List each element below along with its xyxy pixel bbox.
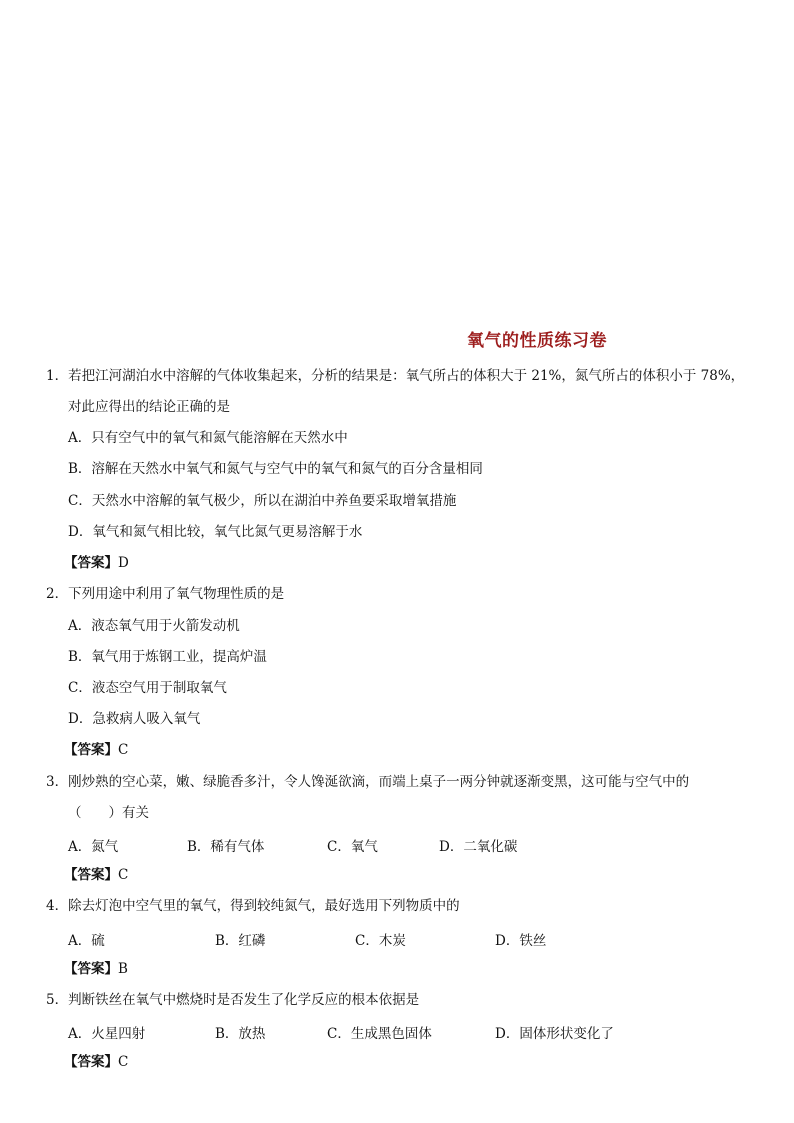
question-number: 3． [46,774,69,790]
question-3-option-d: D．二氧化碳 [439,839,518,855]
question-5-answer [64,1053,128,1071]
answer-label: 【答案】 [64,742,118,758]
question-2-option-c: C．液态空气用于制取氧气 [68,680,227,696]
question-3-stem-cont: （ ）有关 [68,805,149,821]
question-1-option-b: B．溶解在天然水中氧气和氮气与空气中的氧气和氮气的百分含量相同 [68,461,483,477]
question-2-option-d: D．急救病人吸入氧气 [68,711,201,727]
question-4-option-b: B．红磷 [215,933,266,949]
question-text: 下列用途中利用了氧气物理性质的是 [68,586,285,602]
page-title: 氧气的性质练习卷 [467,331,607,351]
question-2-answer [64,741,128,759]
answer-value: C [118,742,129,758]
question-number: 4． [46,898,69,914]
question-text: 若把江河湖泊水中溶解的气体收集起来，分析的结果是：氧气所占的体积大于 21%，氮气所占的体积小于 78%， [68,368,745,384]
question-5-options [0,1022,794,1042]
answer-value: D [118,555,129,571]
answer-label: 【答案】 [64,867,118,883]
question-1-stem [46,367,744,385]
answer-value: C [118,867,129,883]
answer-label: 【答案】 [64,1054,118,1070]
question-3-option-c: C．氧气 [327,839,378,855]
question-1-option-a: A．只有空气中的氧气和氮气能溶解在天然水中 [68,430,348,446]
question-5-option-a: A．火星四射 [68,1026,146,1042]
question-number: 5． [46,992,69,1008]
question-5-option-d: D．固体形状变化了 [495,1026,614,1042]
question-number: 1． [46,368,69,384]
question-5-stem [46,991,419,1009]
question-2-stem [46,585,284,603]
question-5-option-c: C．生成黑色固体 [327,1026,432,1042]
question-text: 除去灯泡中空气里的氧气，得到较纯氮气，最好选用下列物质中的 [68,898,460,914]
answer-label: 【答案】 [64,961,118,977]
question-4-options [0,929,794,949]
question-3-options [0,835,794,855]
question-number: 2． [46,586,69,602]
question-3-option-a: A．氮气 [68,839,119,855]
question-4-answer [64,960,128,978]
question-1-option-c: C．天然水中溶解的氧气极少，所以在湖泊中养鱼要采取增氧措施 [68,493,457,509]
question-text: 判断铁丝在氧气中燃烧时是否发生了化学反应的根本依据是 [68,992,420,1008]
answer-value: B [118,961,128,977]
question-1-stem-cont: 对此应得出的结论正确的是 [68,399,230,415]
question-2-option-b: B．氧气用于炼钢工业，提高炉温 [68,649,267,665]
question-4-option-d: D．铁丝 [495,933,547,949]
answer-value: C [118,1054,129,1070]
question-text: 刚炒熟的空心菜，嫩、绿脆香多汁，令人馋涎欲滴，而端上桌子一两分钟就逐渐变黑，这可能与空气中的 [68,774,690,790]
question-2-option-a: A．液态氧气用于火箭发动机 [68,618,240,634]
question-3-option-b: B．稀有气体 [187,839,265,855]
question-4-option-a: A．硫 [68,933,105,949]
question-3-stem [46,773,689,791]
question-4-option-c: C．木炭 [355,933,406,949]
question-1-option-d: D．氧气和氮气相比较，氧气比氮气更易溶解于水 [68,524,363,540]
question-4-stem [46,897,460,915]
question-5-option-b: B．放热 [215,1026,266,1042]
question-1-answer [64,554,129,572]
answer-label: 【答案】 [64,555,118,571]
question-3-answer [64,866,128,884]
